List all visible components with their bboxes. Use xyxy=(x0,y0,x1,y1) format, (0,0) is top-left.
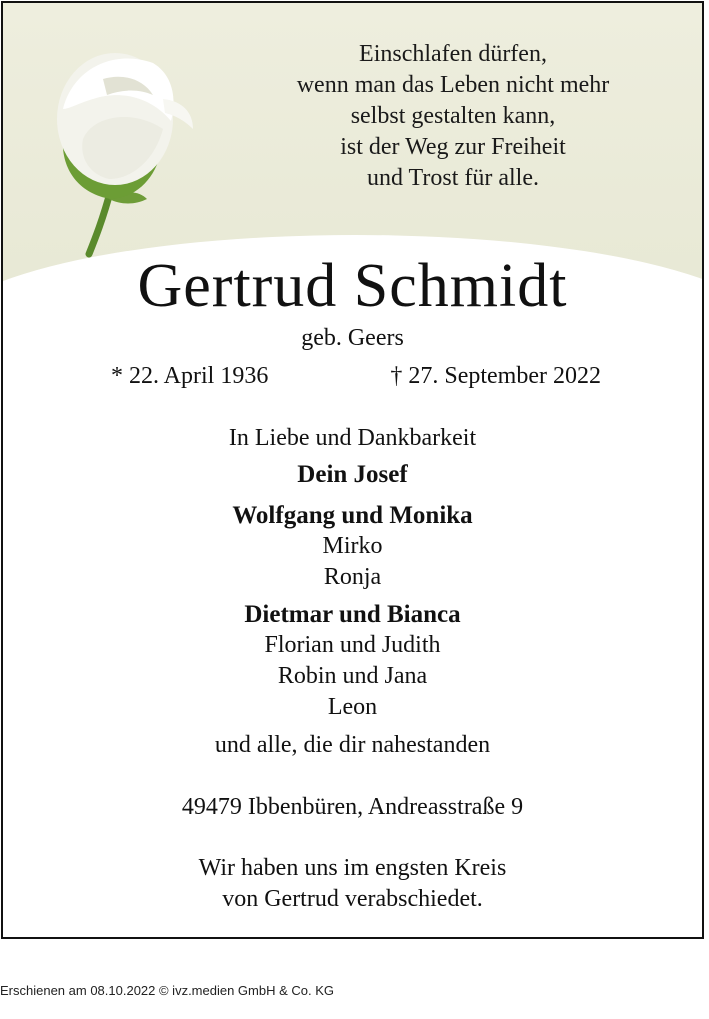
mourner-name: Wolfgang und Monika xyxy=(232,502,473,529)
poem-line: ist der Weg zur Freiheit xyxy=(340,134,566,160)
poem-line: selbst gestalten kann, xyxy=(350,103,556,129)
poem-line: Einschlafen dürfen, xyxy=(359,41,547,67)
poem-line: wenn man das Leben nicht mehr xyxy=(296,72,610,98)
birth-date: * 22. April 1936 xyxy=(111,363,269,389)
maiden-name: geb. Geers xyxy=(301,325,404,351)
farewell-note-line: von Gertrud verabschiedet. xyxy=(222,886,483,912)
others-text: und alle, die dir nahestanden xyxy=(214,732,491,758)
poem xyxy=(233,39,673,194)
mourner-child: Robin und Jana xyxy=(277,663,428,689)
mourner-child: Mirko xyxy=(322,533,383,559)
deceased-name: Gertrud Schmidt xyxy=(137,252,568,320)
death-date: † 27. September 2022 xyxy=(390,363,601,389)
poem-line: und Trost für alle. xyxy=(366,165,539,191)
farewell-note-line: Wir haben uns im engsten Kreis xyxy=(198,855,507,881)
obituary-card xyxy=(1,1,704,939)
mourner-child: Ronja xyxy=(323,564,382,590)
mourner-child: Florian und Judith xyxy=(264,632,441,658)
intro-text: In Liebe und Dankbarkeit xyxy=(228,425,477,451)
mourner-name: Dietmar und Bianca xyxy=(244,601,461,628)
address: 49479 Ibbenbüren, Andreasstraße 9 xyxy=(181,794,524,820)
publication-footer: Erschienen am 08.10.2022 © ivz.medien GmbH & Co. KG xyxy=(0,983,335,998)
rose-icon xyxy=(43,39,213,259)
mourner-child: Leon xyxy=(327,694,378,720)
mourner-name: Dein Josef xyxy=(297,461,408,488)
